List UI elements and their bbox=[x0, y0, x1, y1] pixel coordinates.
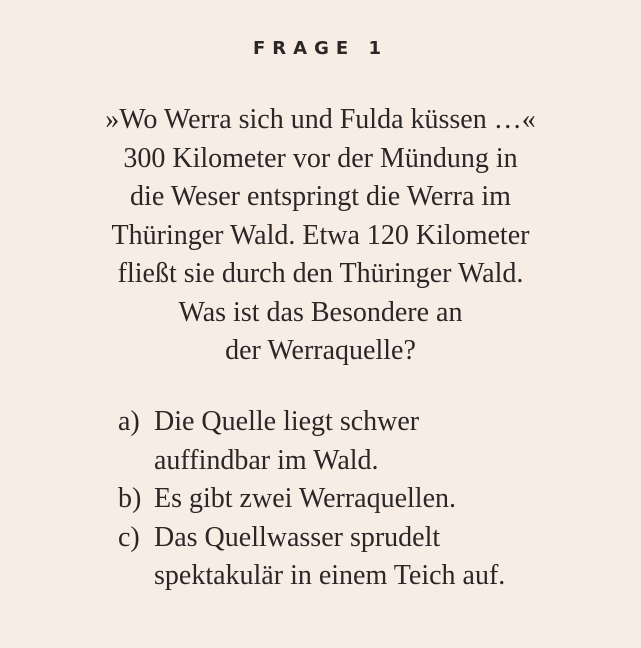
answer-line: Die Quelle liegt schwer bbox=[154, 406, 420, 437]
answer-line: Das Quellwasser sprudelt bbox=[154, 521, 441, 553]
answer-line: spektakulär in einem Teich auf. bbox=[154, 560, 506, 591]
question-line: die Weser entspringt die Werra im bbox=[130, 181, 511, 212]
answer-list bbox=[118, 403, 588, 596]
question-line: Thüringer Wald. Etwa 120 Kilometer bbox=[111, 219, 530, 251]
answer-text bbox=[154, 519, 588, 596]
answer-option-c bbox=[118, 519, 588, 596]
question-line: fließt sie durch den Thüringer Wald. bbox=[117, 258, 524, 289]
question-text bbox=[40, 101, 601, 371]
question-line: 300 Kilometer vor der Mündung in bbox=[123, 142, 518, 174]
answer-line: Es gibt zwei Werraquellen. bbox=[154, 483, 457, 514]
answer-marker: c) bbox=[118, 521, 140, 553]
question-line: Was ist das Besondere an bbox=[178, 296, 463, 328]
question-line: »Wo Werra sich und Fulda küssen …« bbox=[105, 104, 536, 135]
answer-option-a bbox=[118, 403, 588, 480]
question-heading: FRAGE 1 bbox=[253, 38, 388, 59]
answer-marker: a) bbox=[118, 406, 140, 437]
question-line: der Werraquelle? bbox=[225, 335, 416, 366]
answer-option-b bbox=[118, 480, 588, 519]
answer-text bbox=[154, 403, 588, 480]
answer-marker: b) bbox=[118, 483, 142, 514]
answer-text bbox=[154, 480, 588, 519]
answer-line: auffindbar im Wald. bbox=[154, 444, 379, 476]
